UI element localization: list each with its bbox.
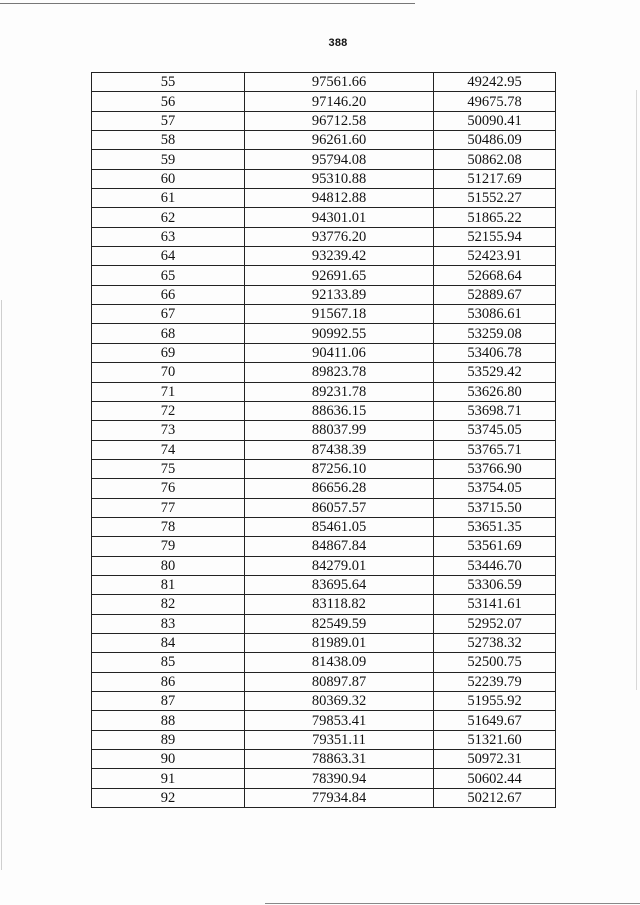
value-b-cell: 52738.32 (434, 633, 556, 652)
table-row (92, 111, 556, 130)
row-index-cell: 70 (92, 363, 245, 382)
row-index-cell: 81 (92, 575, 245, 594)
table-row (92, 208, 556, 227)
value-b-cell: 50486.09 (434, 131, 556, 150)
value-b-cell: 49675.78 (434, 92, 556, 111)
scan-left-edge (1, 300, 2, 870)
row-index-cell: 57 (92, 111, 245, 130)
row-index-cell: 68 (92, 324, 245, 343)
row-index-cell: 65 (92, 266, 245, 285)
table-row (92, 169, 556, 188)
table-row (92, 305, 556, 324)
table-row (92, 595, 556, 614)
row-index-cell: 73 (92, 421, 245, 440)
row-index-cell: 72 (92, 401, 245, 420)
table-row (92, 421, 556, 440)
value-b-cell: 50090.41 (434, 111, 556, 130)
scan-bottom-rule (265, 903, 640, 904)
value-b-cell: 52155.94 (434, 227, 556, 246)
value-b-cell: 52500.75 (434, 653, 556, 672)
value-b-cell: 49242.95 (434, 73, 556, 92)
value-b-cell: 53529.42 (434, 363, 556, 382)
value-a-cell: 91567.18 (245, 305, 434, 324)
value-a-cell: 96261.60 (245, 131, 434, 150)
value-a-cell: 93776.20 (245, 227, 434, 246)
value-b-cell: 52423.91 (434, 247, 556, 266)
row-index-cell: 78 (92, 517, 245, 536)
value-a-cell: 94301.01 (245, 208, 434, 227)
table-row (92, 711, 556, 730)
row-index-cell: 87 (92, 692, 245, 711)
row-index-cell: 59 (92, 150, 245, 169)
value-a-cell: 89231.78 (245, 382, 434, 401)
value-b-cell: 53745.05 (434, 421, 556, 440)
row-index-cell: 89 (92, 730, 245, 749)
value-b-cell: 52668.64 (434, 266, 556, 285)
row-index-cell: 74 (92, 440, 245, 459)
value-a-cell: 94812.88 (245, 189, 434, 208)
row-index-cell: 66 (92, 285, 245, 304)
row-index-cell: 61 (92, 189, 245, 208)
row-index-cell: 90 (92, 750, 245, 769)
value-b-cell: 52889.67 (434, 285, 556, 304)
row-index-cell: 69 (92, 343, 245, 362)
row-index-cell: 84 (92, 633, 245, 652)
row-index-cell: 67 (92, 305, 245, 324)
value-b-cell: 53715.50 (434, 498, 556, 517)
value-b-cell: 50212.67 (434, 788, 556, 807)
table-row (92, 382, 556, 401)
row-index-cell: 85 (92, 653, 245, 672)
value-a-cell: 83118.82 (245, 595, 434, 614)
table-row (92, 131, 556, 150)
value-a-cell: 86656.28 (245, 479, 434, 498)
row-index-cell: 62 (92, 208, 245, 227)
value-a-cell: 82549.59 (245, 614, 434, 633)
table-row (92, 459, 556, 478)
row-index-cell: 63 (92, 227, 245, 246)
table-row (92, 517, 556, 536)
value-a-cell: 85461.05 (245, 517, 434, 536)
value-b-cell: 50972.31 (434, 750, 556, 769)
value-a-cell: 88636.15 (245, 401, 434, 420)
value-a-cell: 96712.58 (245, 111, 434, 130)
row-index-cell: 58 (92, 131, 245, 150)
table-row (92, 672, 556, 691)
value-b-cell: 53446.70 (434, 556, 556, 575)
row-index-cell: 92 (92, 788, 245, 807)
value-a-cell: 83695.64 (245, 575, 434, 594)
table-row (92, 150, 556, 169)
row-index-cell: 75 (92, 459, 245, 478)
table-row (92, 227, 556, 246)
value-a-cell: 80897.87 (245, 672, 434, 691)
value-a-cell: 79351.11 (245, 730, 434, 749)
value-b-cell: 51321.60 (434, 730, 556, 749)
value-b-cell: 52239.79 (434, 672, 556, 691)
table-row (92, 575, 556, 594)
value-a-cell: 84867.84 (245, 537, 434, 556)
value-b-cell: 51552.27 (434, 189, 556, 208)
table-row (92, 401, 556, 420)
value-b-cell: 53086.61 (434, 305, 556, 324)
value-b-cell: 53698.71 (434, 401, 556, 420)
value-a-cell: 78863.31 (245, 750, 434, 769)
row-index-cell: 60 (92, 169, 245, 188)
value-a-cell: 93239.42 (245, 247, 434, 266)
value-a-cell: 88037.99 (245, 421, 434, 440)
row-index-cell: 55 (92, 73, 245, 92)
table-row (92, 653, 556, 672)
value-a-cell: 97146.20 (245, 92, 434, 111)
row-index-cell: 88 (92, 711, 245, 730)
table-row (92, 788, 556, 807)
data-table (91, 72, 556, 808)
table-row (92, 363, 556, 382)
table-row (92, 769, 556, 788)
table-row (92, 92, 556, 111)
table-row (92, 73, 556, 92)
value-a-cell: 92691.65 (245, 266, 434, 285)
value-a-cell: 79853.41 (245, 711, 434, 730)
value-a-cell: 87438.39 (245, 440, 434, 459)
value-a-cell: 87256.10 (245, 459, 434, 478)
table-row (92, 614, 556, 633)
row-index-cell: 91 (92, 769, 245, 788)
value-b-cell: 53754.05 (434, 479, 556, 498)
table-row (92, 750, 556, 769)
row-index-cell: 76 (92, 479, 245, 498)
value-b-cell: 53406.78 (434, 343, 556, 362)
table-row (92, 479, 556, 498)
value-b-cell: 51649.67 (434, 711, 556, 730)
value-b-cell: 53766.90 (434, 459, 556, 478)
row-index-cell: 86 (92, 672, 245, 691)
row-index-cell: 79 (92, 537, 245, 556)
table-row (92, 633, 556, 652)
value-a-cell: 92133.89 (245, 285, 434, 304)
table-row (92, 285, 556, 304)
value-b-cell: 51217.69 (434, 169, 556, 188)
value-a-cell: 84279.01 (245, 556, 434, 575)
value-b-cell: 53626.80 (434, 382, 556, 401)
scan-top-rule (0, 3, 415, 4)
value-a-cell: 90992.55 (245, 324, 434, 343)
table-row (92, 692, 556, 711)
value-a-cell: 80369.32 (245, 692, 434, 711)
table-row (92, 537, 556, 556)
row-index-cell: 56 (92, 92, 245, 111)
table-row (92, 247, 556, 266)
row-index-cell: 83 (92, 614, 245, 633)
table-row (92, 440, 556, 459)
value-b-cell: 53651.35 (434, 517, 556, 536)
table-row (92, 266, 556, 285)
value-b-cell: 50602.44 (434, 769, 556, 788)
value-b-cell: 51955.92 (434, 692, 556, 711)
row-index-cell: 77 (92, 498, 245, 517)
value-a-cell: 95794.08 (245, 150, 434, 169)
table-row (92, 730, 556, 749)
value-a-cell: 81989.01 (245, 633, 434, 652)
table-row (92, 189, 556, 208)
scan-right-edge (636, 90, 637, 690)
row-index-cell: 64 (92, 247, 245, 266)
value-b-cell: 53765.71 (434, 440, 556, 459)
value-a-cell: 90411.06 (245, 343, 434, 362)
table-body (92, 73, 556, 808)
value-b-cell: 53561.69 (434, 537, 556, 556)
row-index-cell: 71 (92, 382, 245, 401)
value-b-cell: 53306.59 (434, 575, 556, 594)
value-b-cell: 52952.07 (434, 614, 556, 633)
row-index-cell: 80 (92, 556, 245, 575)
value-b-cell: 53259.08 (434, 324, 556, 343)
value-a-cell: 77934.84 (245, 788, 434, 807)
value-a-cell: 95310.88 (245, 169, 434, 188)
value-a-cell: 89823.78 (245, 363, 434, 382)
table-row (92, 498, 556, 517)
value-a-cell: 78390.94 (245, 769, 434, 788)
value-a-cell: 81438.09 (245, 653, 434, 672)
value-b-cell: 53141.61 (434, 595, 556, 614)
page-number: 388 (328, 37, 348, 49)
value-b-cell: 51865.22 (434, 208, 556, 227)
value-b-cell: 50862.08 (434, 150, 556, 169)
value-a-cell: 97561.66 (245, 73, 434, 92)
table-row (92, 324, 556, 343)
table-row (92, 556, 556, 575)
row-index-cell: 82 (92, 595, 245, 614)
table-row (92, 343, 556, 362)
value-a-cell: 86057.57 (245, 498, 434, 517)
